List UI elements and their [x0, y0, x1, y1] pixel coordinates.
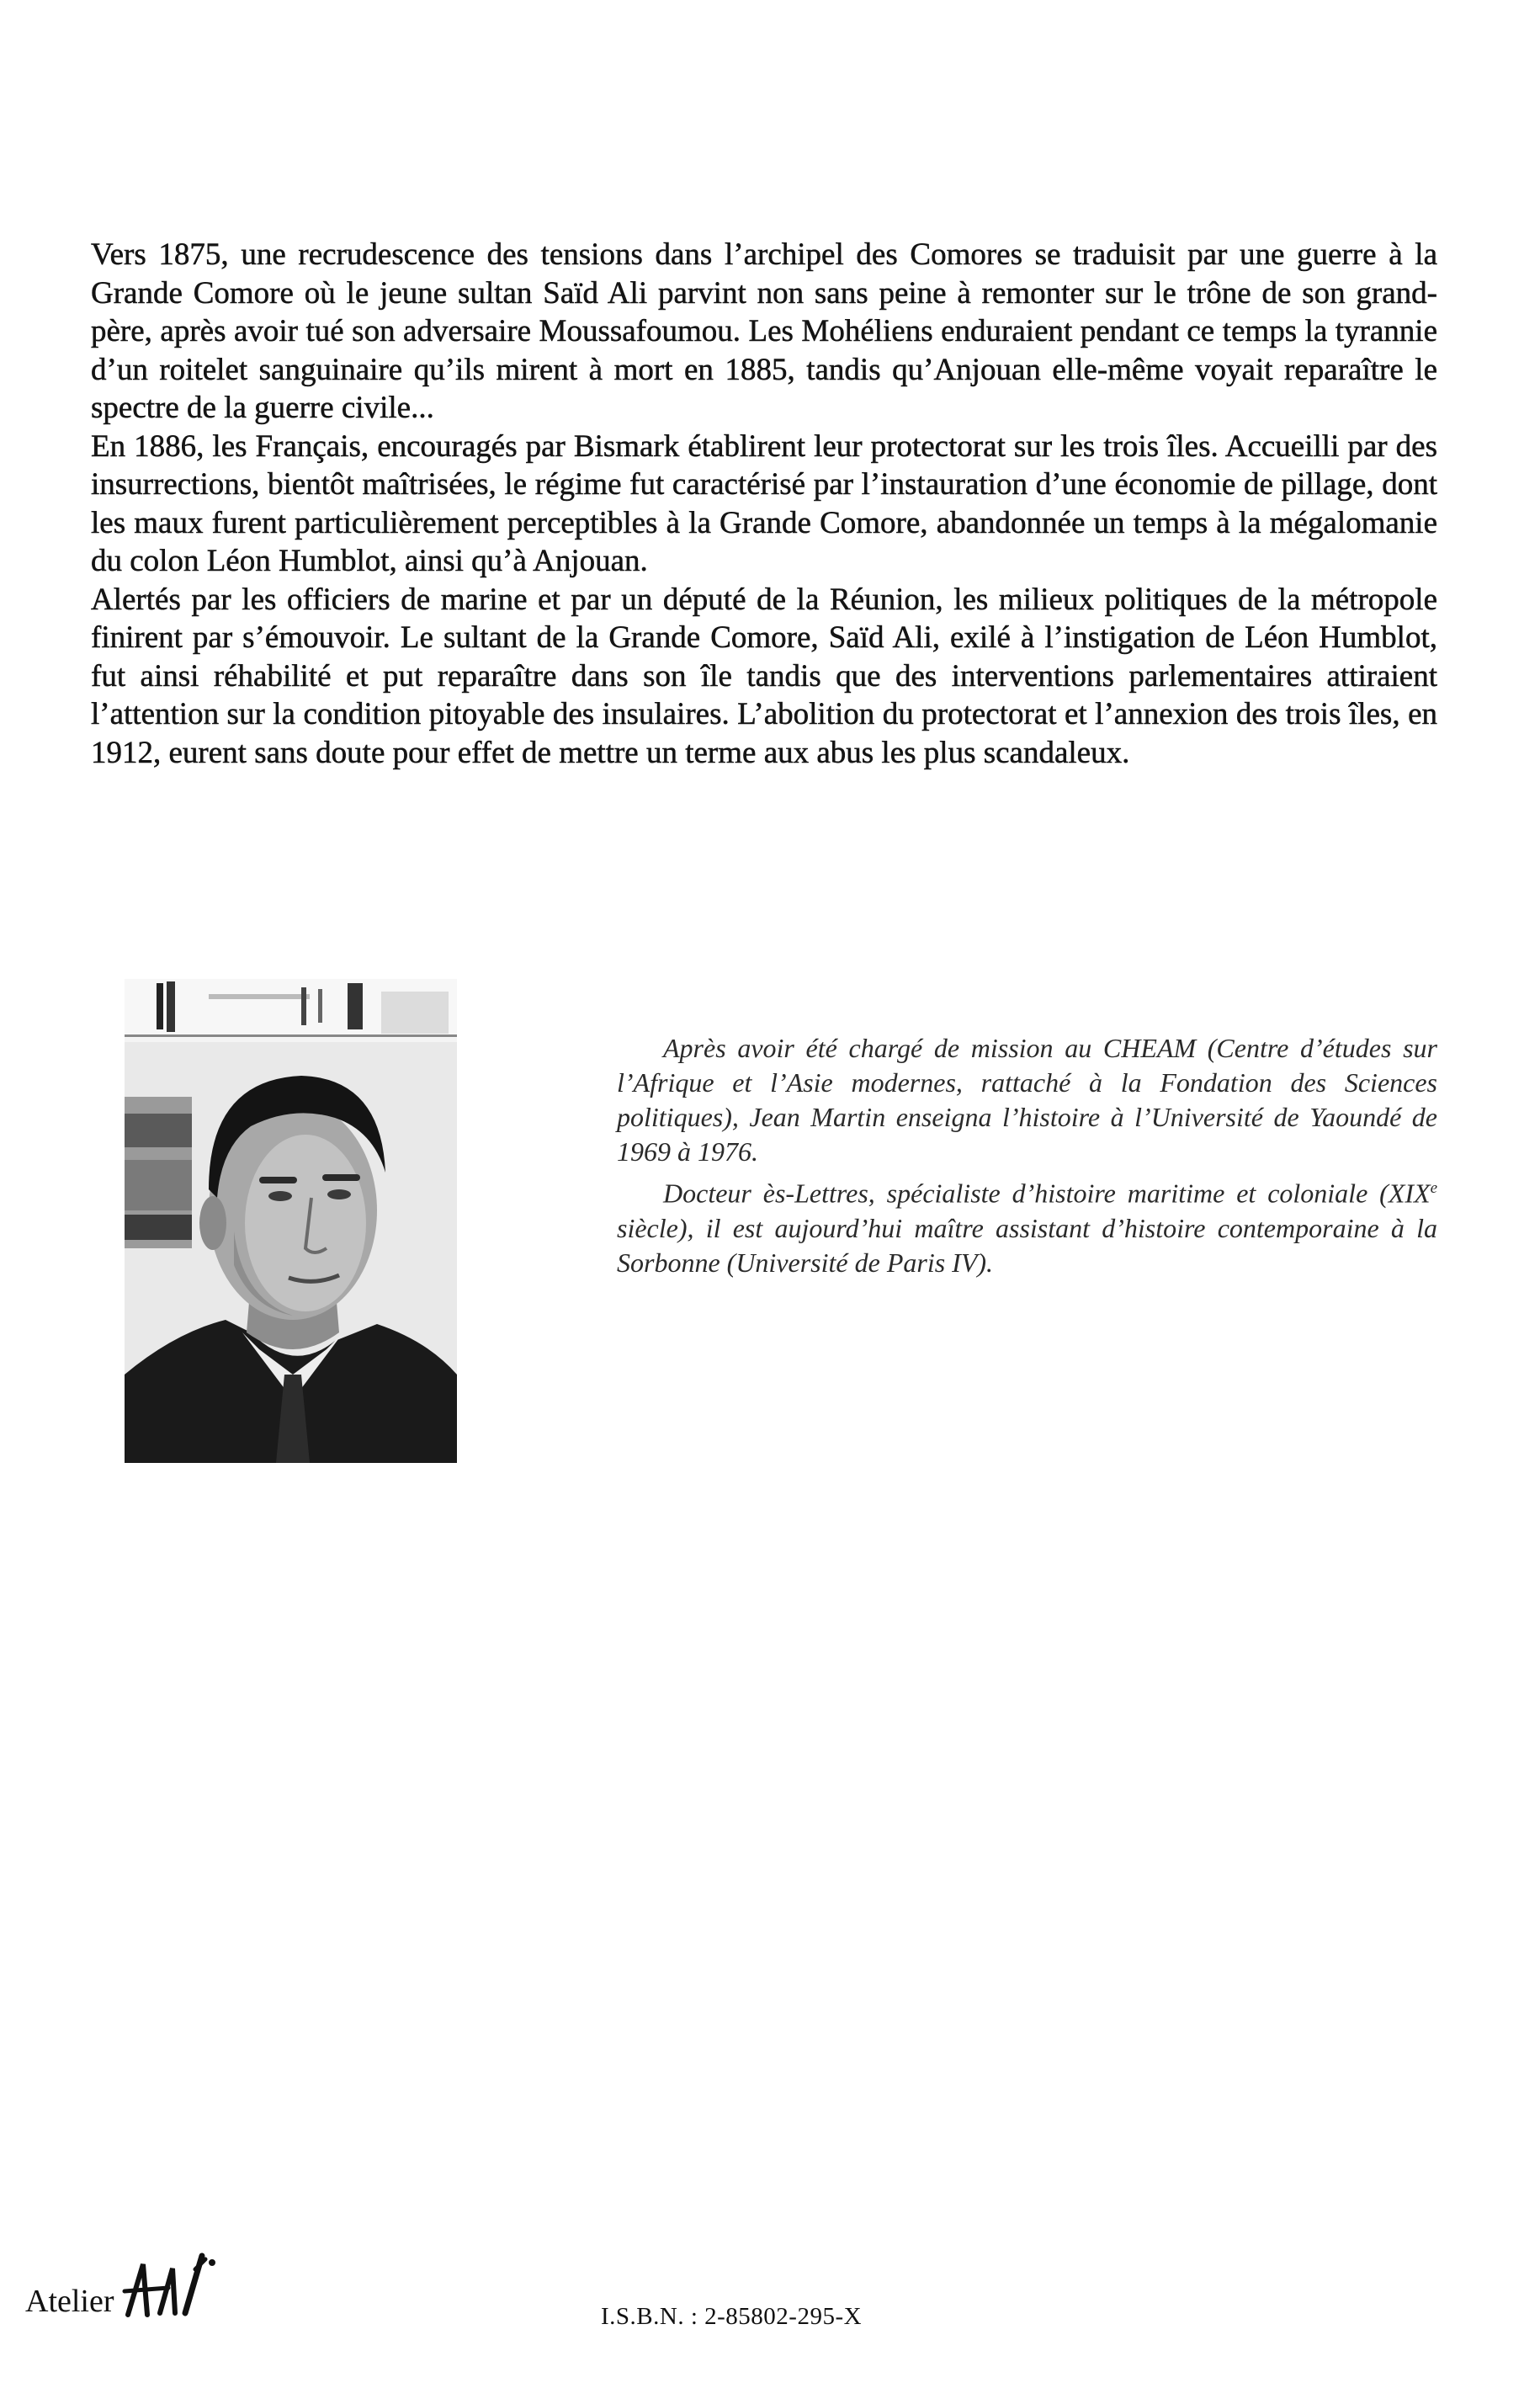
bio-paragraph-2 — [617, 1171, 1437, 1280]
publisher-mark — [25, 2239, 278, 2332]
isbn-number: I.S.B.N. : 2-85802-295-X — [601, 2303, 863, 2330]
summary-paragraph-2: En 1886, les Français, encouragés par Bismark établirent leur protectorat sur les trois îles. Accueilli par des insurrections, bientôt maîtrisées, le régime fut caractérisé par l’instauration d’une économie de pillage, dont les maux furent particulièrement perceptibles à la Grande Comore, abandonnée un temps à la mégalomanie du colon Léon Humblot, ainsi qu’à Anjouan. — [91, 428, 1437, 578]
summary-paragraph-1: Vers 1875, une recrudescence des tensions dans l’archipel des Comores se traduisit par une guerre à la Grande Comore où le jeune sultan Saïd Ali parvint non sans peine à remonter sur le trône de son grand-père, après avoir tué son adversaire Moussafoumou. Les Mohéliens enduraient pendant ce temps la tyrannie d’un roitelet sanguinaire qu’ils mirent à mort en 1885, tandis qu’Anjouan elle-même voyait reparaître le spectre de la guerre civile... — [91, 237, 1437, 425]
publisher-logo-icon — [118, 2239, 219, 2323]
bio-paragraph-2-end: siècle), il est aujourd’hui maître assistant d’histoire contemporaine à la Sorbonne (Université de Paris IV). — [617, 1212, 1437, 1278]
bio-paragraph-1: Après avoir été chargé de mission au CHEAM (Centre d’études sur l’Afrique et l’Asie modernes, rattaché à la Fondation des Sciences politiques), Jean Martin enseigna l’histoire à l’Université de Yaoundé de 1969 à 1976. — [617, 1033, 1437, 1167]
back-cover-summary — [91, 236, 1437, 772]
author-portrait-photo — [125, 979, 457, 1463]
century-superscript: e — [1430, 1179, 1437, 1197]
summary-paragraph-3: Alertés par les officiers de marine et par un député de la Réunion, les milieux politiques de la métropole finirent par s’émouvoir. Le sultant de la Grande Comore, Saïd Ali, exilé à l’instigation de Léon Humblot, fut ainsi réhabilité et put reparaître dans son île tandis que des interventions parlementaires attiraient l’attention sur la condition pitoyable des insulaires. L’abolition du protectorat et l’annexion des trois îles, en 1912, eurent sans doute pour effet de mettre un terme aux abus les plus scandaleux. — [91, 582, 1437, 770]
publisher-name: Atelier — [25, 2284, 114, 2319]
author-biography — [617, 1031, 1437, 1280]
bio-paragraph-2-start: Docteur ès-Lettres, spécialiste d’histoire maritime et coloniale (XIX — [663, 1178, 1431, 1209]
